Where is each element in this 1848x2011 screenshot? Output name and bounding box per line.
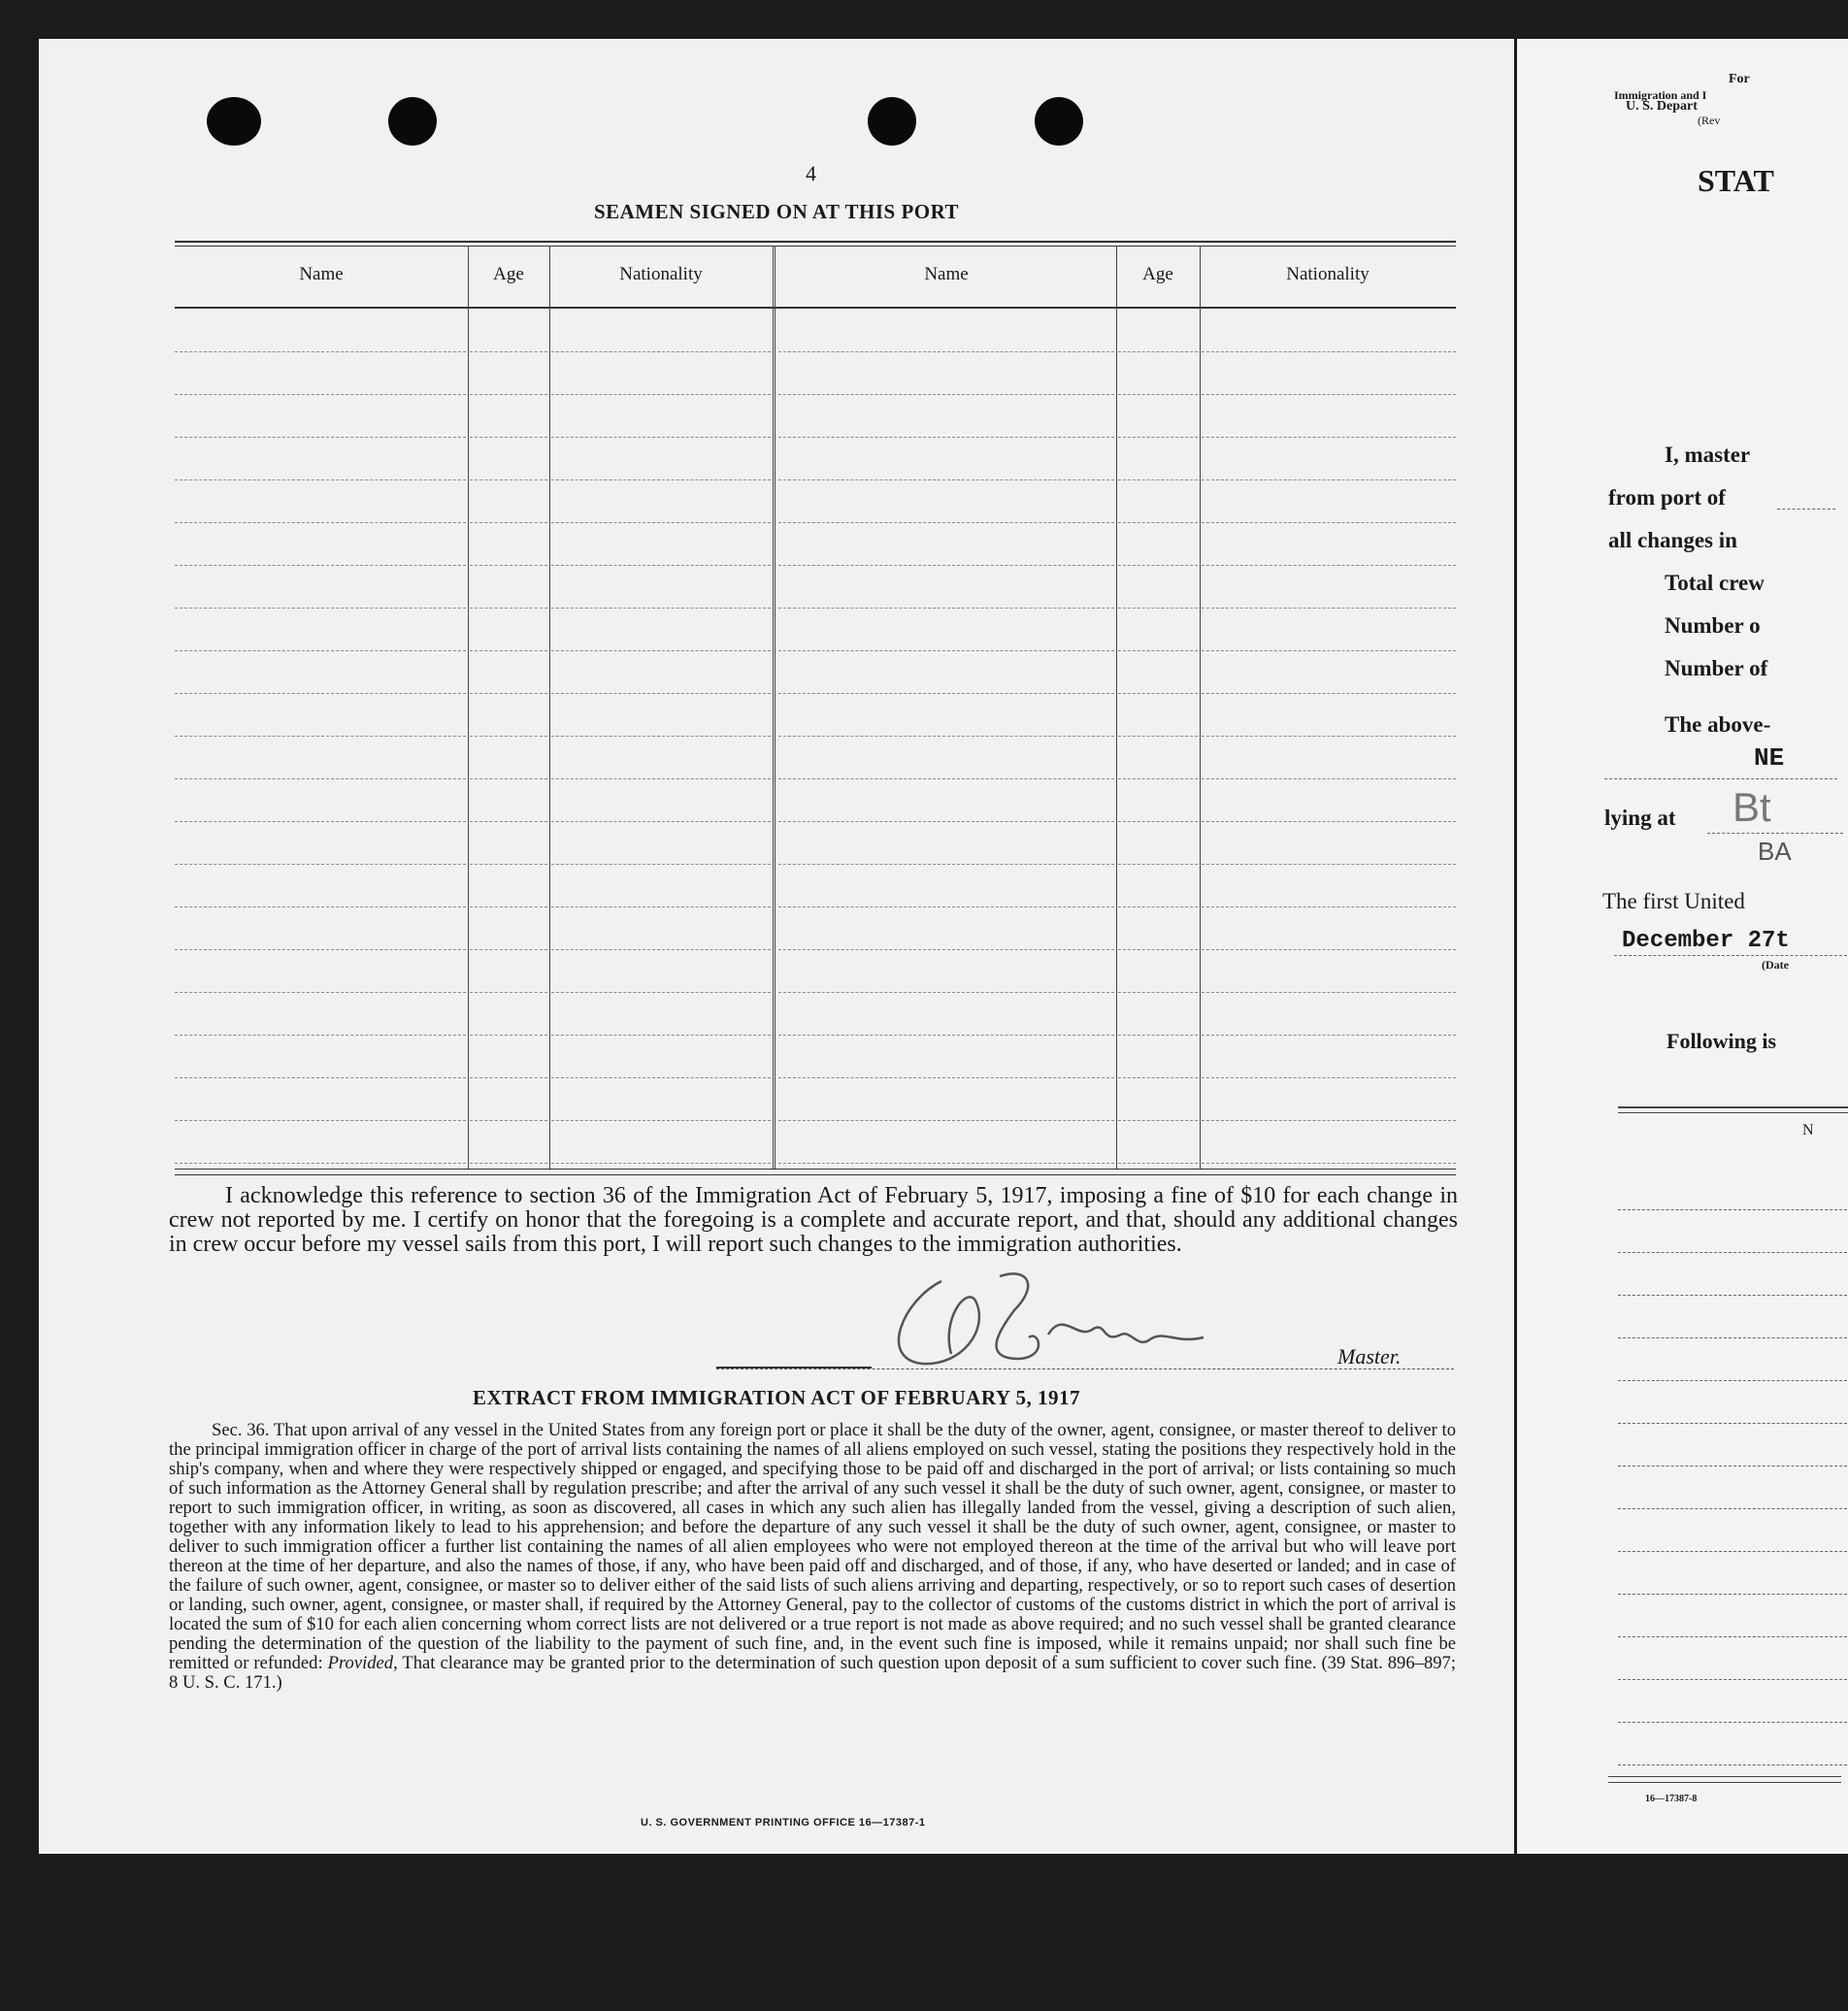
row-line (470, 693, 547, 694)
extract-body: That upon arrival of any vessel in the United States from any foreign port or place it shall be the duty of the owner, agent, consignee, or master thereof to deliver to the principal immigration officer in charge of the port of arrival lists containing the names of all aliens employed on such vessel, stating the positions they respectively hold in the ship's company, when and where they were respectively shipped or engaged, and specifying those to be paid off and discharged in the port of arrival; or lists containing so much of such information as the Attorney General shall by regulation prescribe; and after the arrival of any such vessel it shall be the duty of such owner, agent, consignee, or master to report to such immigration officer, in writing, as soon as discovered, all cases in which any such alien has illegally landed from the vessel, giving a description of such alien, together with any information likely to lead to his apprehension; and before the departure of any such vessel it shall be the duty of such owner, agent, consignee, or master to deliver to such immigration officer a further list containing the names of all alien employees who were not employed thereon at the time of the arrival but who will leave port thereon at the time of her departure, and also the names of those, if any, who have been paid off and discharged, and of those, if any, who have deserted or landed; and in case of the failure of such owner, agent, consignee, or master so to deliver either of the said lists of such aliens arriving and departing, respectively, or so to report such cases of desertion or landing, such owner, agent, consignee, or master shall, if required by the Attorney General, pay to the collector of customs of the customs district in which the port of arrival is located the sum of $10 for each alien concerning whom correct lists are not delivered or a true report is not made as above required; and no such vessel shall be granted clearance pending the determination of the question of the liability to the payment of such fine, and, in the event such fine is imposed, while it remains unpaid; nor shall such fine be remitted or refunded: (169, 1420, 1456, 1673)
row-line (1202, 479, 1456, 480)
row-line (778, 437, 1114, 438)
row-line (175, 437, 466, 438)
row-line (1618, 1380, 1847, 1381)
row-line (1618, 1423, 1847, 1424)
row-line (175, 650, 466, 651)
row-line (1118, 778, 1198, 779)
row-line (1618, 1722, 1847, 1723)
extract-provided: Provided, (327, 1653, 398, 1673)
row-line (175, 1120, 466, 1121)
row-line (551, 821, 771, 822)
row-line (1202, 1035, 1456, 1036)
line-following: Following is (1666, 1029, 1777, 1053)
row-line (1202, 736, 1456, 737)
row-line (1202, 1120, 1456, 1121)
row-line (1202, 992, 1456, 993)
row-line (1118, 565, 1198, 566)
row-line (470, 608, 547, 609)
scan-background (0, 1854, 1848, 2011)
row-line (470, 821, 547, 822)
row-line (470, 394, 547, 395)
row-line (470, 522, 547, 523)
row-line (551, 864, 771, 865)
row-line (551, 479, 771, 480)
row-line (175, 522, 466, 523)
row-line (778, 1035, 1114, 1036)
table-rule (1618, 1112, 1848, 1113)
row-line (1202, 1077, 1456, 1078)
revision-line: (Rev (1698, 114, 1721, 127)
row-line (1202, 650, 1456, 651)
row-line (778, 522, 1114, 523)
row-line (1202, 693, 1456, 694)
row-line (1118, 949, 1198, 950)
typed-vessel: NE (1754, 743, 1785, 773)
agency-line: Immigration and I (1614, 88, 1707, 102)
line-number-2: Number of (1665, 656, 1768, 680)
date-caption: (Date (1762, 958, 1789, 972)
department-line: U. S. Depart (1626, 99, 1698, 114)
row-line (175, 736, 466, 737)
row-line (1202, 522, 1456, 523)
row-line (778, 1120, 1114, 1121)
row-line (551, 778, 771, 779)
column-divider (1200, 246, 1201, 1169)
printer-imprint: U. S. GOVERNMENT PRINTING OFFICE 16—17387-1 (641, 1817, 926, 1829)
row-line (1118, 1163, 1198, 1164)
row-line (551, 1163, 771, 1164)
row-line (551, 650, 771, 651)
row-line (778, 864, 1114, 865)
acknowledgment-paragraph (169, 1184, 1458, 1257)
row-line (778, 778, 1114, 779)
row-line (1202, 1163, 1456, 1164)
extract-paragraph (169, 1421, 1456, 1693)
row-line (778, 1077, 1114, 1078)
table-top-rule (175, 241, 1456, 243)
row-line (175, 1163, 466, 1164)
row-line (470, 1163, 547, 1164)
acknowledgment-text: I acknowledge this reference to section 36 of the Immigration Act of February 5, 1917, imposing a fine of $10 for each change in crew not reported by me. I certify on honor that the foregoing is a complete and accurate report, and that, should any additional changes in crew occur before my vessel sails from this port, I will report such changes to the immigration authorities. (169, 1183, 1458, 1257)
right-printer-imprint: 16—17387-8 (1645, 1794, 1698, 1804)
row-line (175, 1077, 466, 1078)
master-label: Master. (1337, 1344, 1402, 1368)
row-line (1118, 992, 1198, 993)
row-line (1118, 864, 1198, 865)
column-header-nationality: Nationality (1286, 264, 1370, 284)
row-line (1118, 479, 1198, 480)
date-field (1614, 955, 1847, 956)
row-line (551, 1035, 771, 1036)
row-line (470, 650, 547, 651)
row-line (1202, 778, 1456, 779)
row-line (1618, 1508, 1847, 1509)
row-line (175, 864, 466, 865)
row-line (1618, 1764, 1847, 1765)
row-line (1618, 1679, 1847, 1680)
row-line (778, 992, 1114, 993)
row-line (1202, 394, 1456, 395)
page-number: 4 (806, 161, 816, 185)
row-line (551, 693, 771, 694)
column-header-name: Name (299, 264, 344, 284)
right-title: STAT (1698, 163, 1774, 198)
row-line (470, 1077, 547, 1078)
punch-hole (868, 97, 916, 146)
line-number-1: Number o (1665, 613, 1761, 638)
table-bottom-rule (1608, 1782, 1841, 1783)
row-line (778, 949, 1114, 950)
typed-date: December 27t (1622, 928, 1790, 954)
row-line (1618, 1636, 1847, 1637)
table-bottom-rule-2 (175, 1174, 1456, 1175)
row-line (175, 693, 466, 694)
row-line (1118, 1120, 1198, 1121)
row-line (1118, 351, 1198, 352)
row-line (1202, 821, 1456, 822)
row-line (1618, 1209, 1847, 1210)
row-line (470, 864, 547, 865)
left-page (39, 39, 1514, 1854)
row-line (1202, 608, 1456, 609)
row-line (778, 736, 1114, 737)
header-bottom-rule (175, 307, 1456, 309)
row-line (778, 394, 1114, 395)
form-label: For (1729, 72, 1750, 86)
row-line (778, 650, 1114, 651)
column-header-age: Age (493, 264, 524, 284)
row-line (551, 608, 771, 609)
punch-hole (1035, 97, 1083, 146)
row-line (470, 736, 547, 737)
row-line (1118, 394, 1198, 395)
row-line (175, 394, 466, 395)
row-line (175, 821, 466, 822)
column-divider (549, 246, 550, 1169)
line-above: The above- (1665, 712, 1771, 737)
row-line (551, 351, 771, 352)
row-line (470, 778, 547, 779)
right-page (1517, 39, 1848, 1854)
column-divider (468, 246, 469, 1169)
row-line (551, 949, 771, 950)
column-header-age: Age (1142, 264, 1173, 284)
line-master: I, master (1665, 443, 1751, 467)
row-line (551, 736, 771, 737)
punch-hole (207, 97, 261, 146)
extract-title: EXTRACT FROM IMMIGRATION ACT OF FEBRUARY 5, 1917 (472, 1386, 1081, 1409)
row-line (551, 565, 771, 566)
extract-tail: That clearance may be granted prior to the determination of such question upon deposit of a sum sufficient to cover such fine. (39 Stat. 896–897; 8 U. S. C. 171.) (169, 1653, 1457, 1693)
table-bottom-rule (1608, 1776, 1841, 1777)
row-line (778, 565, 1114, 566)
row-line (470, 479, 547, 480)
line-all-changes: all changes in (1608, 528, 1737, 552)
row-line (470, 437, 547, 438)
row-line (1618, 1551, 1847, 1552)
page-title: SEAMEN SIGNED ON AT THIS PORT (593, 200, 960, 223)
row-line (470, 351, 547, 352)
row-line (1118, 821, 1198, 822)
row-line (551, 1077, 771, 1078)
row-line (1118, 1035, 1198, 1036)
row-line (175, 949, 466, 950)
row-line (551, 522, 771, 523)
row-line (778, 351, 1114, 352)
row-line (1202, 565, 1456, 566)
table-rule (1618, 1106, 1848, 1108)
row-line (470, 1035, 547, 1036)
lying-at-field (1707, 833, 1843, 834)
row-line (551, 1120, 771, 1121)
vessel-field (1604, 778, 1837, 779)
row-line (175, 1035, 466, 1036)
row-line (1618, 1337, 1847, 1338)
row-line (1118, 608, 1198, 609)
row-line (1202, 949, 1456, 950)
row-line (1118, 736, 1198, 737)
row-line (1118, 650, 1198, 651)
from-port-field (1777, 509, 1835, 510)
row-line (1618, 1466, 1847, 1467)
extract-section: Sec. 36. (212, 1420, 270, 1440)
row-line (175, 479, 466, 480)
column-header-name: Name (924, 264, 969, 284)
row-line (1202, 351, 1456, 352)
column-fragment-n: N (1802, 1122, 1814, 1138)
row-line (1118, 522, 1198, 523)
column-header-nationality: Nationality (619, 264, 703, 284)
row-line (470, 565, 547, 566)
punch-hole (388, 97, 437, 146)
row-line (175, 351, 466, 352)
row-line (1202, 437, 1456, 438)
row-line (1618, 1252, 1847, 1253)
line-first-united: The first United (1602, 889, 1745, 913)
line-from-port: from port of (1608, 485, 1726, 510)
column-divider (1116, 246, 1117, 1169)
row-line (1118, 437, 1198, 438)
row-line (778, 608, 1114, 609)
line-total-crew: Total crew (1665, 571, 1765, 595)
line-lying-at: lying at (1604, 806, 1676, 830)
row-line (470, 992, 547, 993)
row-line (1618, 1594, 1847, 1595)
typed-ba: BA (1758, 837, 1792, 866)
row-line (778, 1163, 1114, 1164)
row-line (551, 394, 771, 395)
row-line (175, 778, 466, 779)
row-line (1118, 1077, 1198, 1078)
row-line (175, 992, 466, 993)
table-bottom-rule (175, 1169, 1456, 1170)
handwritten-bt: Bt (1732, 784, 1771, 830)
center-divider (773, 246, 776, 1169)
row-line (778, 693, 1114, 694)
row-line (470, 949, 547, 950)
row-line (778, 821, 1114, 822)
row-line (1118, 693, 1198, 694)
row-line (175, 565, 466, 566)
table-top-rule-2 (175, 246, 1456, 247)
row-line (778, 479, 1114, 480)
row-line (551, 437, 771, 438)
row-line (470, 1120, 547, 1121)
row-line (175, 608, 466, 609)
row-line (551, 992, 771, 993)
row-line (1202, 864, 1456, 865)
row-line (1618, 1295, 1847, 1296)
